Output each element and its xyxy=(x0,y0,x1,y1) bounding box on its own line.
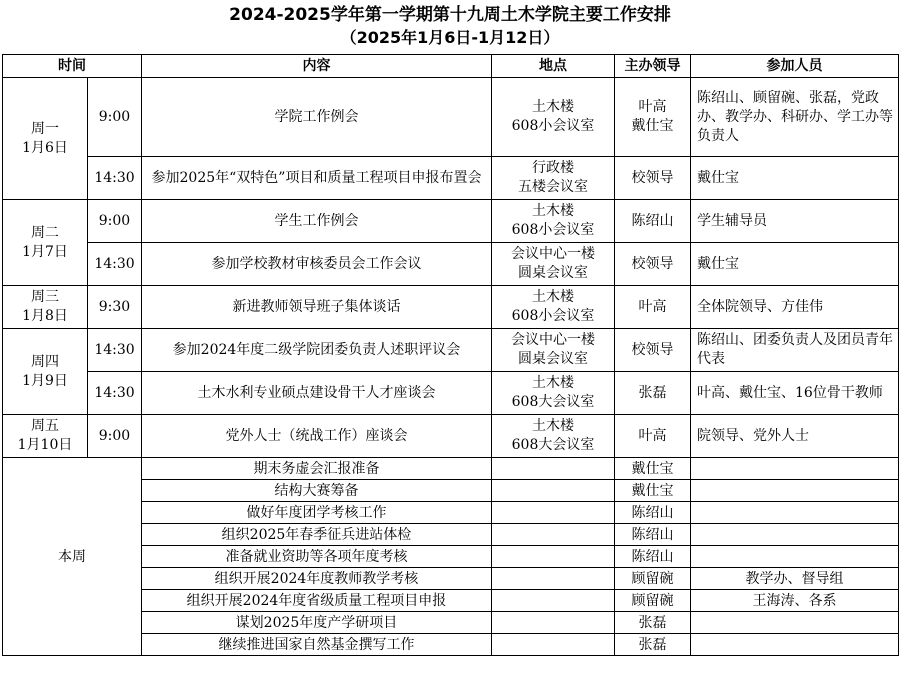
week-task-row xyxy=(3,458,899,480)
time-cell: 14:30 xyxy=(88,243,142,286)
task-participants xyxy=(691,634,899,656)
content-cell: 新进教师领导班子集体谈话 xyxy=(142,286,492,329)
week-label: 本周 xyxy=(3,458,142,656)
place-building: 会议中心一楼 xyxy=(511,332,595,348)
task-place xyxy=(492,590,615,612)
task-place xyxy=(492,568,615,590)
place-room: 608大会议室 xyxy=(511,394,595,410)
place-cell xyxy=(492,78,615,157)
place-cell xyxy=(492,243,615,286)
content-cell: 参加2025年“双特色”项目和质量工程项目申报布置会 xyxy=(142,157,492,200)
leader-name: 叶高 xyxy=(638,99,667,115)
task-place xyxy=(492,546,615,568)
task-content: 期末务虚会汇报准备 xyxy=(142,458,492,480)
content-cell: 参加2024年度二级学院团委负责人述职评议会 xyxy=(142,329,492,372)
task-content: 组织开展2024年度省级质量工程项目申报 xyxy=(142,590,492,612)
time-cell: 9:00 xyxy=(88,200,142,243)
participants-cell: 陈绍山、团委负责人及团员青年代表 xyxy=(691,329,899,372)
place-room: 608大会议室 xyxy=(511,437,595,453)
day-cell xyxy=(3,78,88,200)
day-label: 周一 xyxy=(31,120,59,137)
leader-cell: 叶高 xyxy=(615,415,691,458)
content-cell: 党外人士（统战工作）座谈会 xyxy=(142,415,492,458)
day-label: 周三 xyxy=(31,289,59,305)
day-date: 1月6日 xyxy=(22,139,68,156)
task-leader: 陈绍山 xyxy=(615,502,691,524)
time-cell: 14:30 xyxy=(88,372,142,415)
page-subtitle: （2025年1月6日-1月12日） xyxy=(340,28,560,47)
task-content: 做好年度团学考核工作 xyxy=(142,502,492,524)
schedule-table xyxy=(2,54,899,656)
place-room: 608小会议室 xyxy=(511,308,595,324)
table-row xyxy=(3,78,899,157)
table-row xyxy=(3,329,899,372)
participants-cell: 全体院领导、方佳伟 xyxy=(691,286,899,329)
place-room: 五楼会议室 xyxy=(518,179,588,195)
content-cell: 参加学校教材审核委员会工作会议 xyxy=(142,243,492,286)
day-date: 1月8日 xyxy=(22,308,68,324)
task-place xyxy=(492,634,615,656)
task-participants: 王海涛、各系 xyxy=(691,590,899,612)
participants-cell: 学生辅导员 xyxy=(691,200,899,243)
task-participants xyxy=(691,546,899,568)
place-cell xyxy=(492,372,615,415)
task-leader: 顾留碗 xyxy=(615,568,691,590)
day-date: 1月10日 xyxy=(17,437,73,453)
leader-cell: 张磊 xyxy=(615,372,691,415)
content-cell: 学院工作例会 xyxy=(142,78,492,157)
day-cell xyxy=(3,415,88,458)
time-cell: 9:30 xyxy=(88,286,142,329)
place-room: 608小会议室 xyxy=(511,118,595,134)
task-content: 继续推进国家自然基金撰写工作 xyxy=(142,634,492,656)
place-building: 行政楼 xyxy=(532,160,574,176)
day-label: 周五 xyxy=(31,418,59,434)
time-cell: 9:00 xyxy=(88,78,142,157)
day-date: 1月9日 xyxy=(22,372,68,389)
header-content: 内容 xyxy=(142,55,492,78)
day-label: 周二 xyxy=(31,224,59,241)
participants-cell: 院领导、党外人士 xyxy=(691,415,899,458)
place-cell xyxy=(492,415,615,458)
day-label: 周四 xyxy=(31,353,59,370)
table-row xyxy=(3,372,899,415)
participants-cell: 戴仕宝 xyxy=(691,157,899,200)
table-row xyxy=(3,200,899,243)
leader-cell: 叶高 xyxy=(615,286,691,329)
header-row xyxy=(3,55,899,78)
time-cell: 9:00 xyxy=(88,415,142,458)
place-room: 608小会议室 xyxy=(511,222,595,238)
time-cell: 14:30 xyxy=(88,157,142,200)
task-place xyxy=(492,502,615,524)
place-building: 土木楼 xyxy=(532,418,574,434)
header-time: 时间 xyxy=(3,55,142,78)
task-content: 组织开展2024年度教师教学考核 xyxy=(142,568,492,590)
table-row xyxy=(3,286,899,329)
task-place xyxy=(492,480,615,502)
participants-cell: 陈绍山、顾留碗、张磊，党政办、教学办、科研办、学工办等负责人 xyxy=(691,78,899,157)
task-place xyxy=(492,458,615,480)
task-participants xyxy=(691,524,899,546)
place-room: 圆桌会议室 xyxy=(518,265,588,281)
task-leader: 戴仕宝 xyxy=(615,458,691,480)
day-cell xyxy=(3,329,88,415)
header-leader: 主办领导 xyxy=(615,55,691,78)
leader-name: 戴仕宝 xyxy=(631,118,674,134)
place-cell xyxy=(492,200,615,243)
task-participants xyxy=(691,480,899,502)
leader-cell: 校领导 xyxy=(615,243,691,286)
table-row xyxy=(3,415,899,458)
leader-cell: 校领导 xyxy=(615,157,691,200)
task-leader: 顾留碗 xyxy=(615,590,691,612)
place-building: 会议中心一楼 xyxy=(511,246,595,262)
task-leader: 张磊 xyxy=(615,634,691,656)
place-building: 土木楼 xyxy=(532,203,574,219)
task-participants: 教学办、督导组 xyxy=(691,568,899,590)
day-cell xyxy=(3,200,88,286)
task-place xyxy=(492,524,615,546)
task-participants xyxy=(691,458,899,480)
task-content: 结构大赛筹备 xyxy=(142,480,492,502)
page-title: 2024-2025学年第一学期第十九周土木学院主要工作安排 xyxy=(229,5,671,25)
leader-cell xyxy=(615,78,691,157)
task-leader: 张磊 xyxy=(615,612,691,634)
time-cell: 14:30 xyxy=(88,329,142,372)
participants-cell: 戴仕宝 xyxy=(691,243,899,286)
place-cell xyxy=(492,157,615,200)
content-cell: 土木水利专业硕点建设骨干人才座谈会 xyxy=(142,372,492,415)
task-place xyxy=(492,612,615,634)
leader-cell: 校领导 xyxy=(615,329,691,372)
day-cell xyxy=(3,286,88,329)
participants-cell: 叶高、戴仕宝、16位骨干教师 xyxy=(691,372,899,415)
place-building: 土木楼 xyxy=(532,375,574,391)
task-participants xyxy=(691,612,899,634)
header-participants: 参加人员 xyxy=(691,55,899,78)
content-cell: 学生工作例会 xyxy=(142,200,492,243)
task-content: 准备就业资助等各项年度考核 xyxy=(142,546,492,568)
header-place: 地点 xyxy=(492,55,615,78)
task-leader: 戴仕宝 xyxy=(615,480,691,502)
day-date: 1月7日 xyxy=(22,243,68,260)
task-leader: 陈绍山 xyxy=(615,546,691,568)
task-content: 组织2025年春季征兵进站体检 xyxy=(142,524,492,546)
place-building: 土木楼 xyxy=(532,99,574,115)
table-row xyxy=(3,243,899,286)
leader-cell: 陈绍山 xyxy=(615,200,691,243)
table-row xyxy=(3,157,899,200)
task-participants xyxy=(691,502,899,524)
place-cell xyxy=(492,286,615,329)
task-leader: 陈绍山 xyxy=(615,524,691,546)
task-content: 谋划2025年度产学研项目 xyxy=(142,612,492,634)
place-building: 土木楼 xyxy=(532,289,574,305)
place-room: 圆桌会议室 xyxy=(518,351,588,367)
place-cell xyxy=(492,329,615,372)
